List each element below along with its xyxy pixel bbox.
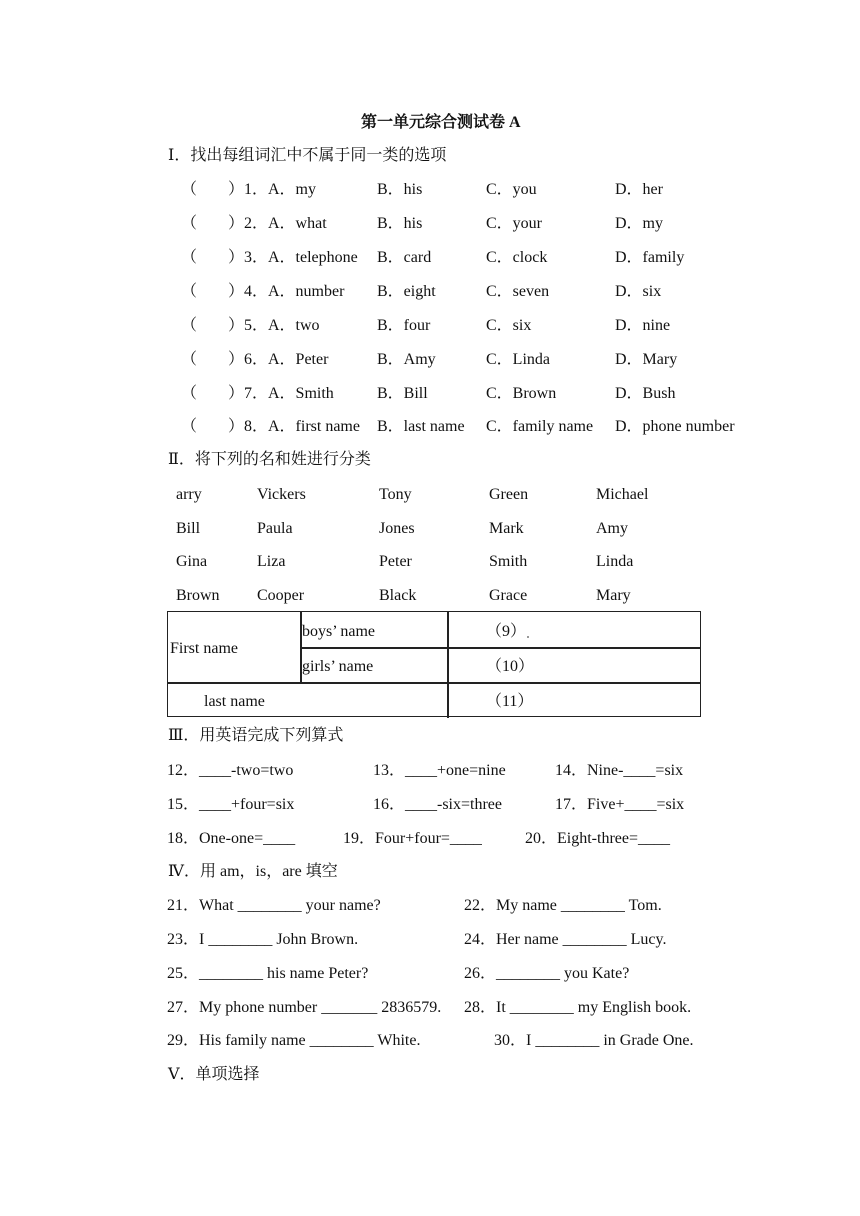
option-a: ）2．A．what xyxy=(228,215,327,232)
fill-item: 26．________ you Kate? xyxy=(464,965,630,982)
first-name-label: First name xyxy=(170,640,238,657)
math-item: 16．____-six=three xyxy=(373,796,503,813)
answer-blank-9[interactable]: （9） xyxy=(486,623,527,640)
fill-item: 23．I ________ John Brown. xyxy=(167,931,359,948)
name-word: Black xyxy=(379,587,417,604)
option-c: C．you xyxy=(486,181,537,198)
math-item: 14．Nine-____=six xyxy=(555,762,684,779)
option-b: B．eight xyxy=(377,283,436,300)
option-b: B．Amy xyxy=(377,351,436,368)
option-d: D．Mary xyxy=(615,351,678,368)
option-c: C．six xyxy=(486,317,532,334)
option-b: B．last name xyxy=(377,418,465,435)
option-d: D．family xyxy=(615,249,685,266)
section-5-heading: Ⅴ．单项选择 xyxy=(168,1066,260,1083)
option-d: D．her xyxy=(615,181,663,198)
math-item: 15．____+four=six xyxy=(167,796,295,813)
section-4-heading: Ⅳ．用 am，is，are 填空 xyxy=(168,863,338,880)
answer-paren: （ xyxy=(181,215,198,232)
name-word: Cooper xyxy=(257,587,305,604)
section-1-heading: Ⅰ．找出每组词汇中不属于同一类的选项 xyxy=(168,147,447,164)
option-a: ）1．A．my xyxy=(228,181,317,198)
option-c: C．your xyxy=(486,215,543,232)
option-a: ）7．A．Smith xyxy=(228,385,334,402)
option-c: C．seven xyxy=(486,283,550,300)
option-c: C．clock xyxy=(486,249,548,266)
option-c: C．Linda xyxy=(486,351,550,368)
math-item: 13．____+one=nine xyxy=(373,762,506,779)
name-word: Gina xyxy=(176,553,208,570)
table-divider xyxy=(300,647,700,649)
math-item: 12．____-two=two xyxy=(167,762,294,779)
name-word: Jones xyxy=(379,520,415,537)
answer-paren: （ xyxy=(181,249,198,266)
name-word: Amy xyxy=(596,520,628,537)
fill-item: 25．________ his name Peter? xyxy=(167,965,369,982)
name-word: Liza xyxy=(257,553,286,570)
option-b: B．card xyxy=(377,249,432,266)
fill-item: 24．Her name ________ Lucy. xyxy=(464,931,667,948)
option-d: D．nine xyxy=(615,317,671,334)
name-word: Paula xyxy=(257,520,293,537)
page-title: 第一单元综合测试卷 A xyxy=(361,114,521,131)
name-word: arry xyxy=(176,486,202,503)
name-word: Green xyxy=(489,486,529,503)
name-word: Grace xyxy=(489,587,528,604)
option-a: ）6．A．Peter xyxy=(228,351,329,368)
name-word: Peter xyxy=(379,553,412,570)
option-c: C．Brown xyxy=(486,385,557,402)
boys-name-label: boys’ name xyxy=(302,623,376,640)
name-word: Brown xyxy=(176,587,220,604)
name-word: Vickers xyxy=(257,486,306,503)
name-word: Tony xyxy=(379,486,412,503)
option-b: B．his xyxy=(377,215,423,232)
math-item: 18．One-one=____ xyxy=(167,830,296,847)
option-c: C．family name xyxy=(486,418,594,435)
option-d: D．Bush xyxy=(615,385,676,402)
option-b: B．Bill xyxy=(377,385,428,402)
name-word: Michael xyxy=(596,486,649,503)
answer-blank-11[interactable]: （11） xyxy=(486,693,534,710)
name-word: Smith xyxy=(489,553,528,570)
fill-item: 29．His family name ________ White. xyxy=(167,1032,421,1049)
answer-paren: （ xyxy=(181,351,198,368)
answer-paren: （ xyxy=(181,418,198,435)
fill-item: 30．I ________ in Grade One. xyxy=(494,1032,694,1049)
option-a: ）5．A．two xyxy=(228,317,320,334)
name-word: Mary xyxy=(596,587,631,604)
section-3-heading: Ⅲ．用英语完成下列算式 xyxy=(168,727,344,744)
option-b: B．his xyxy=(377,181,423,198)
last-name-label: last name xyxy=(204,693,265,710)
math-item: 20．Eight-three=____ xyxy=(525,830,670,847)
answer-paren: （ xyxy=(181,317,198,334)
math-item: 19．Four+four=____ xyxy=(343,830,482,847)
option-d: D．phone number xyxy=(615,418,735,435)
option-d: D．six xyxy=(615,283,662,300)
answer-blank-10[interactable]: （10） xyxy=(486,658,535,675)
name-word: Bill xyxy=(176,520,201,537)
option-a: ）3．A．telephone xyxy=(228,249,358,266)
small-mark xyxy=(527,636,529,638)
table-divider xyxy=(447,612,449,718)
section-2-heading: Ⅱ．将下列的名和姓进行分类 xyxy=(168,451,371,468)
name-word: Mark xyxy=(489,520,524,537)
fill-item: 21．What ________ your name? xyxy=(167,897,381,914)
fill-item: 22．My name ________ Tom. xyxy=(464,897,662,914)
answer-paren: （ xyxy=(181,283,198,300)
name-word: Linda xyxy=(596,553,634,570)
option-d: D．my xyxy=(615,215,664,232)
fill-item: 27．My phone number _______ 2836579. xyxy=(167,999,442,1016)
table-divider xyxy=(168,682,700,684)
girls-name-label: girls’ name xyxy=(302,658,374,675)
option-b: B．four xyxy=(377,317,431,334)
math-item: 17．Five+____=six xyxy=(555,796,685,813)
answer-paren: （ xyxy=(181,385,198,402)
option-a: ）8．A．first name xyxy=(228,418,360,435)
answer-paren: （ xyxy=(181,181,198,198)
fill-item: 28．It ________ my English book. xyxy=(464,999,692,1016)
option-a: ）4．A．number xyxy=(228,283,345,300)
